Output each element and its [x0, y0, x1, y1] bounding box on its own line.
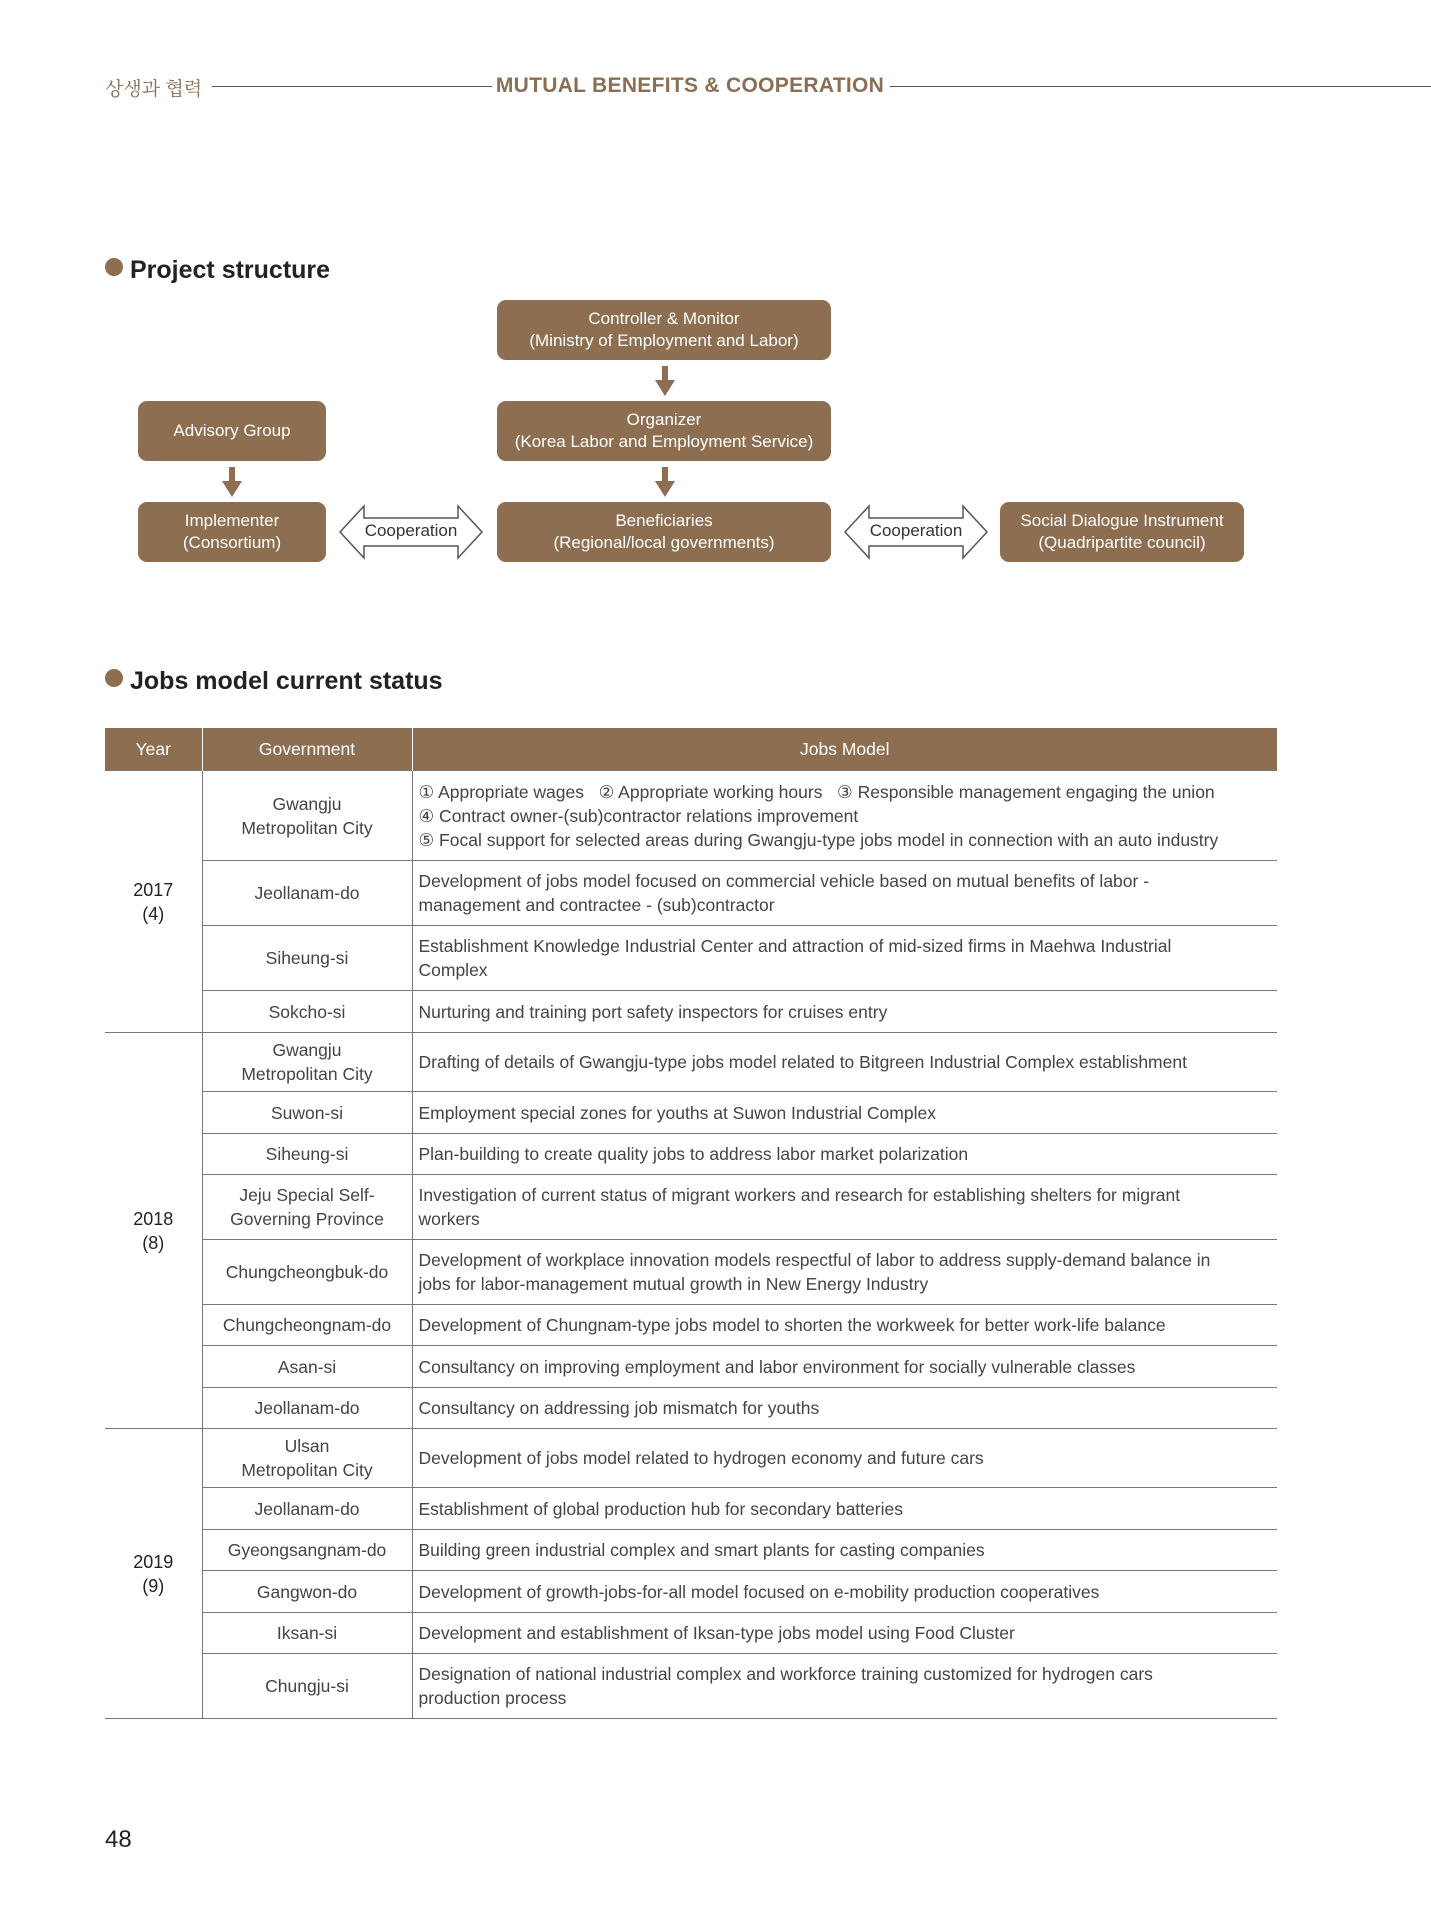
jobs-model-text: Consultancy on addressing job mismatch for youths [418, 1398, 820, 1418]
jobs-model-cell [412, 926, 1277, 991]
bullet-dot-icon [105, 258, 123, 276]
jobs-model-text: Development and establishment of Iksan-type jobs model using Food Cluster [418, 1623, 1015, 1643]
government-cell [202, 1092, 412, 1134]
government-cell [202, 1488, 412, 1530]
implementer-box: Implementer (Consortium) [138, 502, 326, 562]
jobs-model-cell [412, 1530, 1277, 1571]
jobs-model-table [105, 728, 1277, 1719]
jobs-model-text: Establishment of global production hub for secondary batteries [418, 1498, 903, 1519]
year-cell [105, 771, 202, 1033]
government-cell [202, 1240, 412, 1305]
jobs-model-text: management and contractee - (sub)contractor [418, 895, 775, 915]
government-cell [202, 1530, 412, 1571]
table-row [105, 1346, 1277, 1388]
jobs-model-cell [412, 1613, 1277, 1654]
jobs-model-cell [412, 861, 1277, 926]
government-name: Gwangju [272, 793, 342, 814]
government-cell [202, 1571, 412, 1613]
table-row [105, 1571, 1277, 1613]
jobs-model-text: Designation of national industrial complex and workforce training customized for hydrogen cars [418, 1664, 1153, 1684]
table-row [105, 861, 1277, 926]
government-name: Siheung-si [265, 948, 349, 968]
section-title-project-structure: Project structure [105, 255, 330, 285]
page-header [0, 72, 1431, 102]
jobs-model-cell [412, 1388, 1277, 1429]
jobs-model-text: ① Appropriate wages ② Appropriate working hours ③ Responsible management engaging the union [418, 781, 1215, 802]
arrow-down-icon [222, 467, 242, 497]
government-name: Asan-si [277, 1356, 337, 1377]
column-header-year: Year [105, 728, 202, 771]
jobs-model-text: Development of growth-jobs-for-all model focused on e-mobility production cooperatives [418, 1581, 1100, 1602]
jobs-model-cell [412, 1346, 1277, 1388]
table-row [105, 1305, 1277, 1346]
table-row [105, 1429, 1277, 1488]
jobs-model-text: Complex [418, 960, 488, 980]
jobs-model-cell [412, 1175, 1277, 1240]
year-count: (9) [142, 1575, 165, 1596]
government-cell [202, 926, 412, 991]
government-cell [202, 1654, 412, 1719]
table-row [105, 1240, 1277, 1305]
arrow-down-icon [655, 366, 675, 396]
government-name: Metropolitan City [241, 1064, 373, 1084]
arrow-down-icon [655, 467, 675, 497]
year-cell [105, 1429, 202, 1719]
header-rule-left [212, 86, 492, 87]
government-cell [202, 1175, 412, 1240]
jobs-model-text: Building green industrial complex and smart plants for casting companies [418, 1540, 985, 1560]
table-row [105, 926, 1277, 991]
table-row [105, 1092, 1277, 1134]
beneficiaries-box: Beneficiaries (Regional/local governments) [497, 502, 831, 562]
government-cell [202, 1388, 412, 1429]
advisory-group-box: Advisory Group [138, 401, 326, 461]
jobs-model-text: ④ Contract owner-(sub)contractor relations improvement [418, 805, 859, 826]
jobs-model-text: Development of jobs model related to hydrogen economy and future cars [418, 1448, 984, 1468]
controller-box: Controller & Monitor (Ministry of Employment and Labor) [497, 300, 831, 360]
year-cell [105, 1033, 202, 1429]
section-title-jobs-model: Jobs model current status [105, 666, 443, 696]
jobs-model-text: Nurturing and training port safety inspectors for cruises entry [418, 1001, 888, 1022]
year-value: 2018 [133, 1208, 174, 1229]
table-row [105, 771, 1277, 861]
jobs-model-text: workers [418, 1209, 480, 1229]
year-count: (4) [142, 903, 165, 924]
jobs-model-cell [412, 1488, 1277, 1530]
table-row [105, 1134, 1277, 1175]
jobs-model-text: Development of jobs model focused on commercial vehicle based on mutual benefits of labor - [418, 871, 1150, 891]
jobs-model-cell [412, 1240, 1277, 1305]
table-row [105, 1175, 1277, 1240]
header-korean-title: 상생과 협력 [105, 79, 203, 100]
social-dialogue-box: Social Dialogue Instrument (Quadripartite council) [1000, 502, 1244, 562]
table-row [105, 1613, 1277, 1654]
table-row [105, 1530, 1277, 1571]
government-name: Jeollanam-do [254, 883, 360, 903]
jobs-model-text: production process [418, 1688, 567, 1708]
jobs-model-text: Drafting of details of Gwangju-type jobs model related to Bitgreen Industrial Complex establishment [418, 1052, 1187, 1072]
government-cell [202, 1346, 412, 1388]
government-name: Jeollanam-do [254, 1498, 360, 1519]
jobs-model-text: Investigation of current status of migrant workers and research for establishing shelters for migrant [418, 1185, 1181, 1205]
government-cell [202, 1033, 412, 1092]
page-number: 48 [105, 1826, 132, 1853]
government-name: Metropolitan City [241, 817, 373, 838]
jobs-model-text: Establishment Knowledge Industrial Center and attraction of mid-sized firms in Maehwa Industrial [418, 936, 1172, 956]
government-cell [202, 861, 412, 926]
jobs-model-cell [412, 1571, 1277, 1613]
cooperation-label: Cooperation [869, 521, 963, 540]
government-name: Chungcheongbuk-do [225, 1262, 389, 1282]
header-english-title: MUTUAL BENEFITS & COOPERATION [495, 74, 885, 97]
government-name: Ulsan [284, 1436, 330, 1456]
year-value: 2017 [133, 879, 174, 900]
government-name: Suwon-si [271, 1102, 343, 1123]
bullet-dot-icon [105, 669, 123, 687]
table-row [105, 1488, 1277, 1530]
jobs-model-cell [412, 991, 1277, 1033]
jobs-model-text: Development of workplace innovation models respectful of labor to address supply-demand balance in [418, 1250, 1211, 1270]
government-cell [202, 1429, 412, 1488]
government-name: Metropolitan City [241, 1460, 373, 1480]
jobs-model-text: Consultancy on improving employment and labor environment for socially vulnerable classes [418, 1356, 1136, 1377]
government-name: Sokcho-si [268, 1001, 346, 1022]
government-name: Governing Province [230, 1209, 384, 1229]
government-cell [202, 771, 412, 861]
government-cell [202, 991, 412, 1033]
project-structure-diagram [0, 290, 1431, 590]
cooperation-label: Cooperation [364, 521, 458, 540]
jobs-model-text: jobs for labor-management mutual growth in New Energy Industry [418, 1274, 929, 1294]
table-row [105, 1033, 1277, 1092]
government-name: Chungcheongnam-do [222, 1315, 392, 1335]
government-name: Siheung-si [265, 1144, 349, 1164]
jobs-model-cell [412, 1092, 1277, 1134]
jobs-model-cell [412, 1134, 1277, 1175]
jobs-model-text: Plan-building to create quality jobs to address labor market polarization [418, 1144, 969, 1164]
jobs-model-text: Development of Chungnam-type jobs model to shorten the workweek for better work-life balance [418, 1315, 1166, 1335]
header-rule-right [890, 86, 1431, 87]
year-count: (8) [142, 1232, 165, 1253]
table-header-row [105, 728, 1277, 771]
jobs-model-cell [412, 1654, 1277, 1719]
jobs-model-text: Employment special zones for youths at Suwon Industrial Complex [418, 1102, 936, 1123]
government-name: Gangwon-do [256, 1581, 358, 1602]
organizer-box: Organizer (Korea Labor and Employment Service) [497, 401, 831, 461]
jobs-model-cell [412, 1305, 1277, 1346]
government-cell [202, 1613, 412, 1654]
year-value: 2019 [133, 1551, 174, 1572]
government-name: Jeju Special Self- [239, 1185, 375, 1205]
column-header-government: Government [202, 728, 412, 771]
government-name: Chungju-si [265, 1676, 349, 1696]
jobs-model-cell [412, 771, 1277, 861]
jobs-model-cell [412, 1033, 1277, 1092]
government-cell [202, 1134, 412, 1175]
government-name: Iksan-si [276, 1623, 338, 1643]
government-name: Jeollanam-do [254, 1398, 360, 1418]
table-row [105, 1654, 1277, 1719]
jobs-model-text: ⑤ Focal support for selected areas during Gwangju-type jobs model in connection with an auto industry [418, 829, 1219, 850]
table-row [105, 991, 1277, 1033]
table-row [105, 1388, 1277, 1429]
column-header-jobs-model: Jobs Model [412, 728, 1277, 771]
government-name: Gyeongsangnam-do [227, 1540, 387, 1560]
government-name: Gwangju [272, 1040, 342, 1060]
jobs-model-cell [412, 1429, 1277, 1488]
government-cell [202, 1305, 412, 1346]
